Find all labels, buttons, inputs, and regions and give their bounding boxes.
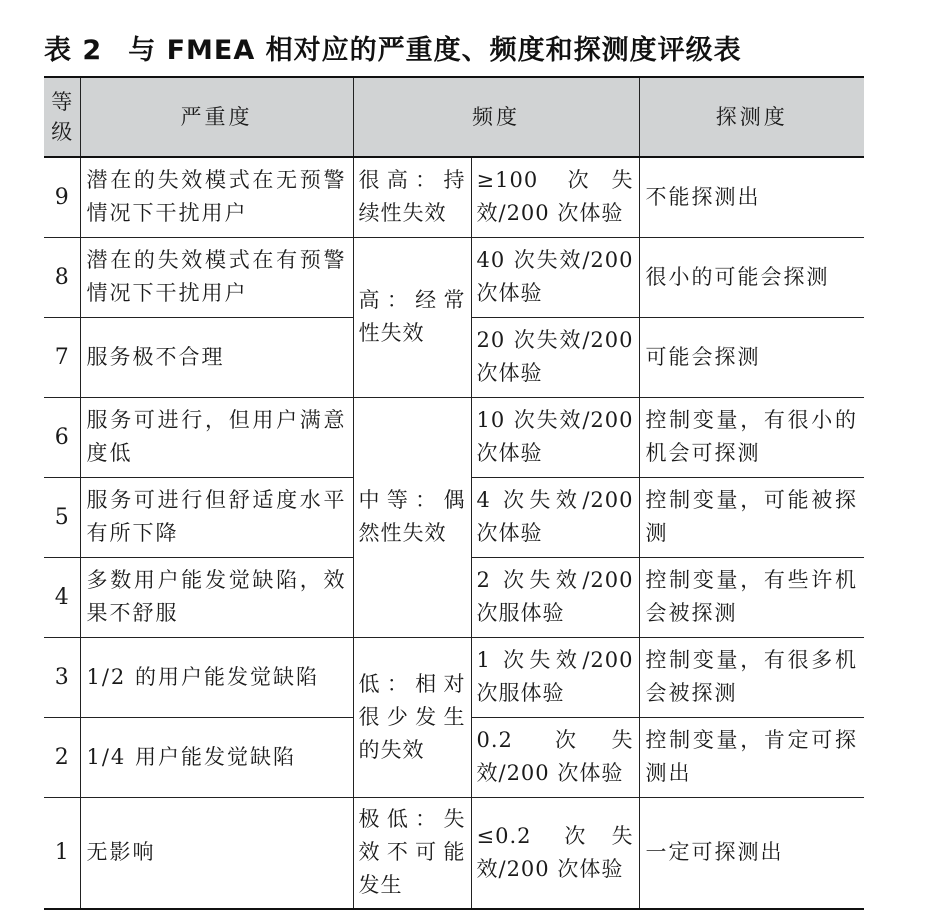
header-detection: 探测度: [639, 77, 864, 157]
level-cell: 4: [44, 557, 80, 637]
detection-cell: 控制变量，可能被探测: [639, 477, 864, 557]
header-severity: 严重度: [80, 77, 353, 157]
failure-count-cell: ≥100 次失效/200 次体验: [471, 157, 639, 237]
level-cell: 7: [44, 317, 80, 397]
table-row: [44, 637, 864, 717]
header-rank-top: 等: [51, 90, 73, 114]
header-rank: [44, 77, 80, 157]
frequency-group-cell: 极低：失效不可能发生: [353, 797, 471, 909]
table-number: 表 2: [44, 35, 103, 66]
table-title-text: 与 FMEA 相对应的严重度、频度和探测度评级表: [128, 35, 742, 66]
level-cell: 6: [44, 397, 80, 477]
severity-cell: 服务可进行，但用户满意度低: [80, 397, 353, 477]
detection-cell: 控制变量，有很多机会被探测: [639, 637, 864, 717]
failure-count-cell: 2 次失效/200 次服体验: [471, 557, 639, 637]
detection-cell: 控制变量，有很小的机会可探测: [639, 397, 864, 477]
frequency-group-cell: 低：相对很少发生的失效: [353, 637, 471, 797]
severity-cell: 多数用户能发觉缺陷，效果不舒服: [80, 557, 353, 637]
detection-cell: 控制变量，肯定可探测出: [639, 717, 864, 797]
failure-count-cell: 20 次失效/200 次体验: [471, 317, 639, 397]
severity-cell: 1/4 用户能发觉缺陷: [80, 717, 353, 797]
detection-cell: 控制变量，有些许机会被探测: [639, 557, 864, 637]
level-cell: 9: [44, 157, 80, 237]
level-cell: 1: [44, 797, 80, 909]
fmea-rating-table: [44, 76, 864, 910]
table-title: [44, 28, 742, 67]
table-row: [44, 397, 864, 477]
severity-cell: 1/2 的用户能发觉缺陷: [80, 637, 353, 717]
header-frequency: 频度: [353, 77, 639, 157]
severity-cell: 潜在的失效模式在有预警情况下干扰用户: [80, 237, 353, 317]
failure-count-cell: 1 次失效/200 次服体验: [471, 637, 639, 717]
severity-cell: 无影响: [80, 797, 353, 909]
table-row: [44, 797, 864, 909]
failure-count-cell: 40 次失效/200 次体验: [471, 237, 639, 317]
severity-cell: 潜在的失效模式在无预警情况下干扰用户: [80, 157, 353, 237]
frequency-group-cell: 中等：偶然性失效: [353, 397, 471, 637]
header-rank-bottom: 级: [51, 120, 73, 144]
detection-cell: 不能探测出: [639, 157, 864, 237]
table-row: [44, 237, 864, 317]
frequency-group-cell: 很高：持续性失效: [353, 157, 471, 237]
level-cell: 2: [44, 717, 80, 797]
level-cell: 5: [44, 477, 80, 557]
table-row: [44, 157, 864, 237]
frequency-group-cell: 高：经常性失效: [353, 237, 471, 397]
severity-cell: 服务可进行但舒适度水平有所下降: [80, 477, 353, 557]
failure-count-cell: 4 次失效/200 次体验: [471, 477, 639, 557]
detection-cell: 一定可探测出: [639, 797, 864, 909]
failure-count-cell: ≤0.2 次失效/200 次体验: [471, 797, 639, 909]
failure-count-cell: 0.2 次失效/200 次体验: [471, 717, 639, 797]
level-cell: 3: [44, 637, 80, 717]
detection-cell: 很小的可能会探测: [639, 237, 864, 317]
detection-cell: 可能会探测: [639, 317, 864, 397]
failure-count-cell: 10 次失效/200 次体验: [471, 397, 639, 477]
header-row: [44, 77, 864, 157]
level-cell: 8: [44, 237, 80, 317]
severity-cell: 服务极不合理: [80, 317, 353, 397]
